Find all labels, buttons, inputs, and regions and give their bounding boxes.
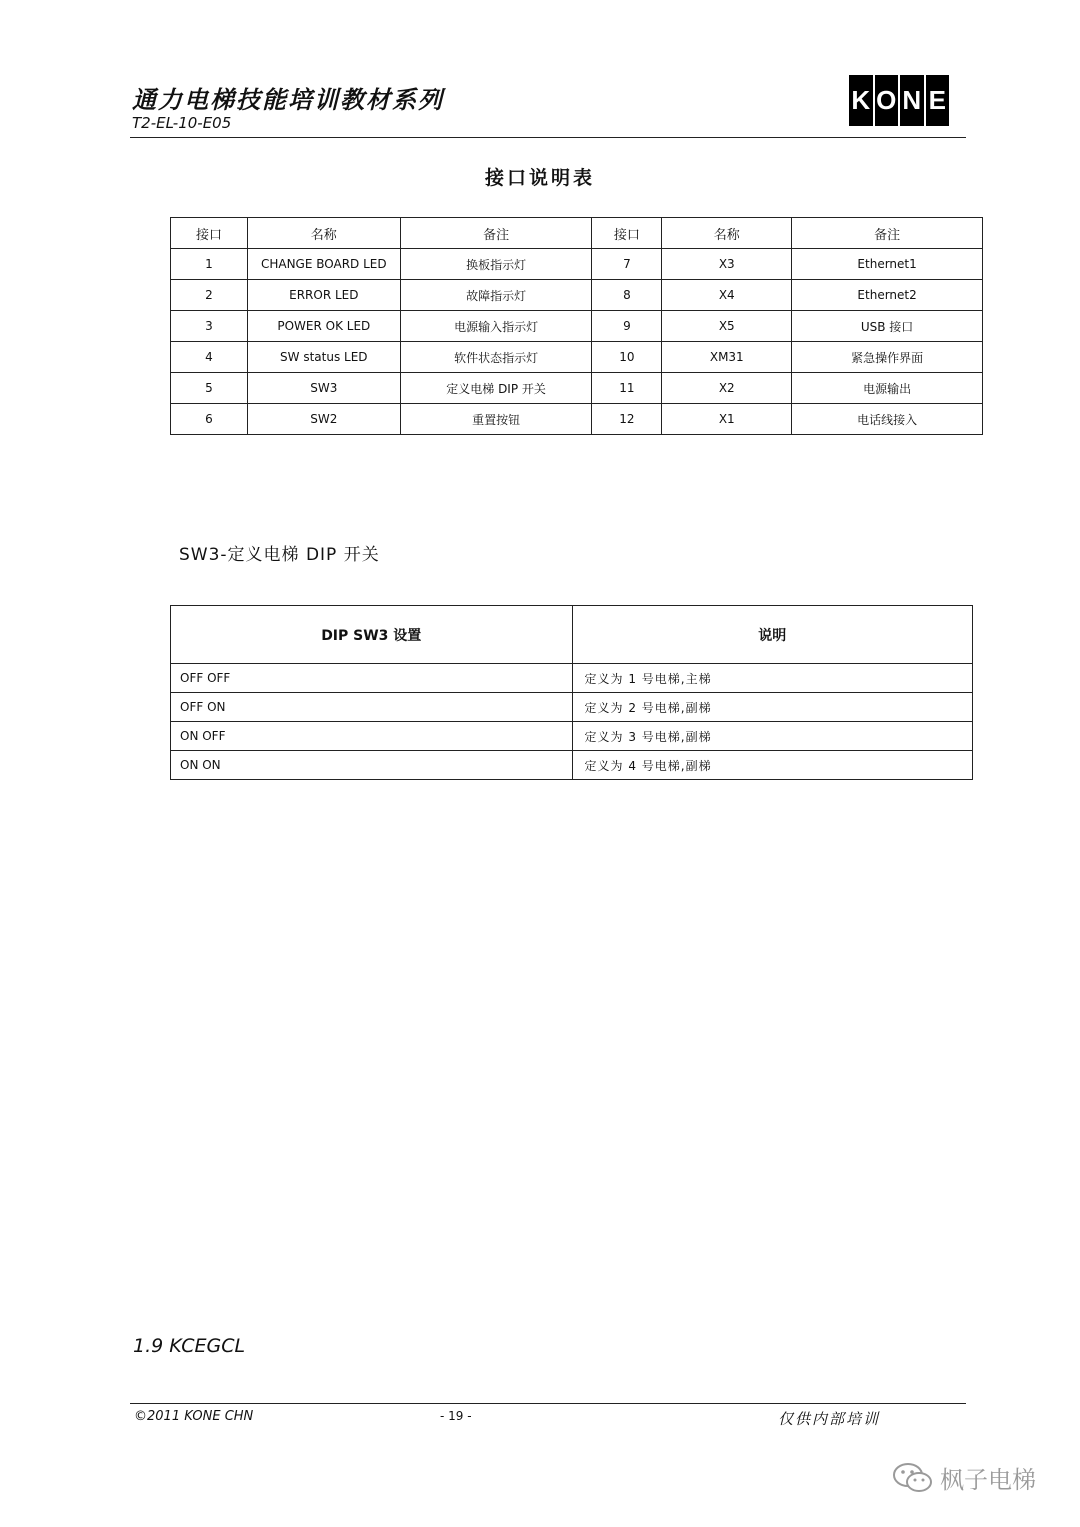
table-row — [171, 342, 983, 373]
interface-table-title: 接口说明表 — [484, 167, 595, 189]
table-cell: SW2 — [247, 404, 400, 435]
column-header: 说明 — [572, 606, 973, 664]
table-cell: 9 — [592, 311, 662, 342]
table-row — [171, 404, 983, 435]
column-header: 备注 — [400, 218, 592, 249]
dip-switch-table — [170, 605, 973, 780]
table-cell: 10 — [592, 342, 662, 373]
footer-rule — [130, 1403, 966, 1404]
logo-letter: O — [875, 75, 899, 126]
table-cell: 重置按钮 — [400, 404, 592, 435]
table-cell: 2 — [171, 280, 248, 311]
header-rule — [130, 137, 966, 138]
table-cell: 3 — [171, 311, 248, 342]
table-cell: 定义为 4 号电梯,副梯 — [572, 751, 973, 780]
column-header: 接口 — [592, 218, 662, 249]
table-cell: USB 接口 — [792, 311, 983, 342]
column-header: DIP SW3 设置 — [171, 606, 573, 664]
table-cell: 故障指示灯 — [400, 280, 592, 311]
table-cell: CHANGE BOARD LED — [247, 249, 400, 280]
table-cell: XM31 — [662, 342, 792, 373]
table-cell: 7 — [592, 249, 662, 280]
table-row — [171, 664, 973, 693]
table-cell: Ethernet2 — [792, 280, 983, 311]
column-header: 名称 — [662, 218, 792, 249]
table-cell: 11 — [592, 373, 662, 404]
interface-table — [170, 217, 983, 435]
table-cell: ON ON — [171, 751, 573, 780]
table-cell: 定义为 3 号电梯,副梯 — [572, 722, 973, 751]
table-cell: OFF OFF — [171, 664, 573, 693]
table-row — [171, 693, 973, 722]
table-cell: 定义为 2 号电梯,副梯 — [572, 693, 973, 722]
table-cell: 电源输入指示灯 — [400, 311, 592, 342]
page-number: - 19 - — [440, 1409, 472, 1423]
table-cell: SW3 — [247, 373, 400, 404]
table-cell: 5 — [171, 373, 248, 404]
footer-copyright: ©2011 KONE CHN — [134, 1409, 254, 1424]
table-cell: Ethernet1 — [792, 249, 983, 280]
table-cell: X2 — [662, 373, 792, 404]
header-title: 通力电梯技能培训教材系列 — [132, 85, 444, 114]
table-cell: X3 — [662, 249, 792, 280]
table-row — [171, 373, 983, 404]
column-header: 备注 — [792, 218, 983, 249]
watermark-text: 枫子电梯 — [940, 1466, 1036, 1494]
table-cell: X4 — [662, 280, 792, 311]
table-cell: 软件状态指示灯 — [400, 342, 592, 373]
logo-letter: K — [849, 75, 873, 126]
table-cell: 1 — [171, 249, 248, 280]
table-row — [171, 280, 983, 311]
table-header-row — [171, 218, 983, 249]
table-row — [171, 311, 983, 342]
logo-letter: N — [900, 75, 924, 126]
table-cell: OFF ON — [171, 693, 573, 722]
table-cell: 换板指示灯 — [400, 249, 592, 280]
table-cell: ERROR LED — [247, 280, 400, 311]
table-header-row — [171, 606, 973, 664]
footer-notice: 仅供内部培训 — [778, 1410, 881, 1428]
table-cell: SW status LED — [247, 342, 400, 373]
kone-logo — [849, 75, 949, 126]
table-cell: 12 — [592, 404, 662, 435]
column-header: 名称 — [247, 218, 400, 249]
table-cell: ON OFF — [171, 722, 573, 751]
table-cell: 8 — [592, 280, 662, 311]
table-cell: 电话线接入 — [792, 404, 983, 435]
table-cell: X1 — [662, 404, 792, 435]
table-cell: POWER OK LED — [247, 311, 400, 342]
table-cell: 电源输出 — [792, 373, 983, 404]
table-row — [171, 249, 983, 280]
table-row — [171, 751, 973, 780]
wechat-icon — [892, 1461, 934, 1495]
logo-letter: E — [926, 75, 950, 126]
subsection-heading: 1.9 KCEGCL — [133, 1335, 246, 1357]
table-cell: X5 — [662, 311, 792, 342]
watermark — [892, 1460, 1036, 1495]
table-cell: 紧急操作界面 — [792, 342, 983, 373]
table-cell: 4 — [171, 342, 248, 373]
table-cell: 定义电梯 DIP 开关 — [400, 373, 592, 404]
table-cell: 定义为 1 号电梯,主梯 — [572, 664, 973, 693]
table-row — [171, 722, 973, 751]
table-cell: 6 — [171, 404, 248, 435]
column-header: 接口 — [171, 218, 248, 249]
dip-section-heading: SW3-定义电梯 DIP 开关 — [179, 545, 380, 565]
document-code: T2-EL-10-E05 — [132, 114, 232, 132]
